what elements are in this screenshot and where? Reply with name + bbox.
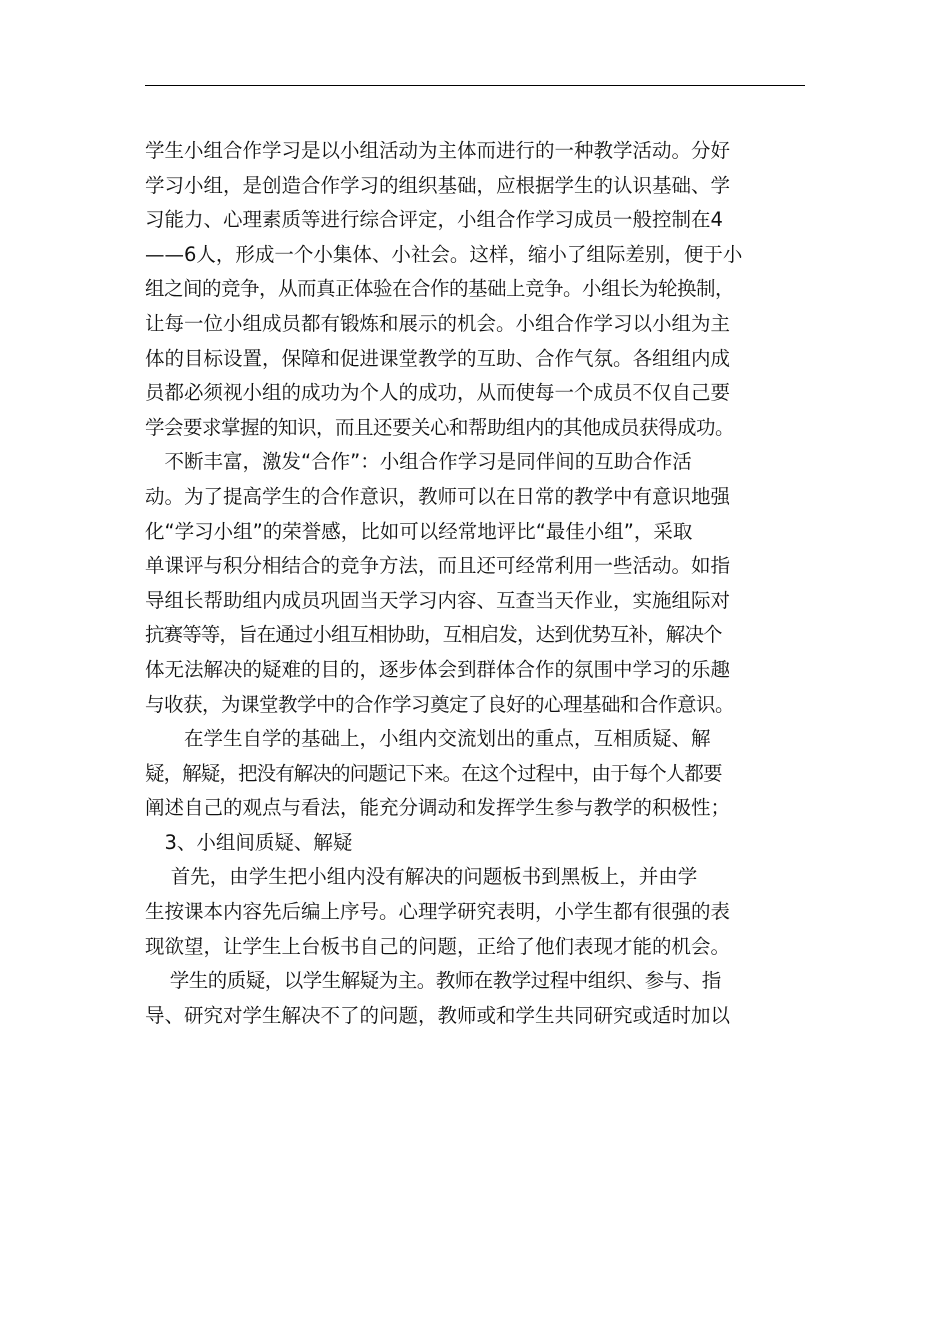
text-line: 生按课本内容先后编上序号。心理学研究表明，小学生都有很强的表 [145,900,731,924]
text-line: 让每一位小组成员都有锻炼和展示的机会。小组合作学习以小组为主 [145,311,731,335]
text-line: 员都必须视小组的成功为个人的成功，从而使每一个成员不仅自己要 [145,381,731,405]
text-line: 学习小组，是创造合作学习的组织基础，应根据学生的认识基础、学 [145,173,731,197]
text-line: 阐述自己的观点与看法，能充分调动和发挥学生参与教学的积极性； [145,796,731,820]
text-line: 现欲望，让学生上台板书自己的问题，正给了他们表现才能的机会。 [145,934,731,958]
text-line: 在学生自学的基础上，小组内交流划出的重点，互相质疑、解 [145,727,711,751]
text-line: 动。为了提高学生的合作意识，教师可以在日常的教学中有意识地强 [145,484,731,508]
text-line: 学会要求掌握的知识，而且还要关心和帮助组内的其他成员获得成功。 [145,415,735,439]
text-line: 首先，由学生把小组内没有解决的问题板书到黑板上，并由学 [145,865,698,889]
text-line: 导组长帮助组内成员巩固当天学习内容、互查当天作业，实施组际对 [145,588,731,612]
text-line: 疑，解疑，把没有解决的问题记下来。在这个过程中，由于每个人都要 [145,761,722,785]
text-line: 学生小组合作学习是以小组活动为主体而进行的一种教学活动。分好 [145,139,731,162]
text-line: 抗赛等等，旨在通过小组互相协助，互相启发，达到优势互补，解决个 [145,623,722,647]
text-line: 学生的质疑，以学生解疑为主。教师在教学过程中组织、参与、指 [145,969,721,993]
text-line: 3、小组间质疑、解疑 [145,830,353,854]
text-line: 不断丰富，激发“合作”：小组合作学习是同伴间的互助合作活 [145,450,692,474]
text-line: 化“学习小组”的荣誉感，比如可以经常地评比“最佳小组”，采取 [145,519,693,543]
text-line: 组之间的竞争，从而真正体验在合作的基础上竞争。小组长为轮换制， [145,277,735,301]
text-line: 导、研究对学生解决不了的问题，教师或和学生共同研究或适时加以 [145,1003,731,1027]
body-text [145,134,807,1033]
text-line: 体的目标设置，保障和促进课堂教学的互助、合作气氛。各组组内成 [145,346,731,370]
header-rule [145,85,805,86]
text-line: ——6人，形成一个小集体、小社会。这样，缩小了组际差别，便于小 [145,242,743,266]
text-line: 与收获，为课堂教学中的合作学习奠定了良好的心理基础和合作意识。 [145,692,735,716]
text-line: 体无法解决的疑难的目的，逐步体会到群体合作的氛围中学习的乐趣 [145,657,731,681]
text-line: 单课评与积分相结合的竞争方法，而且还可经常利用一些活动。如指 [145,554,731,578]
text-line: 习能力、心理素质等进行综合评定，小组合作学习成员一般控制在4 [145,208,723,232]
